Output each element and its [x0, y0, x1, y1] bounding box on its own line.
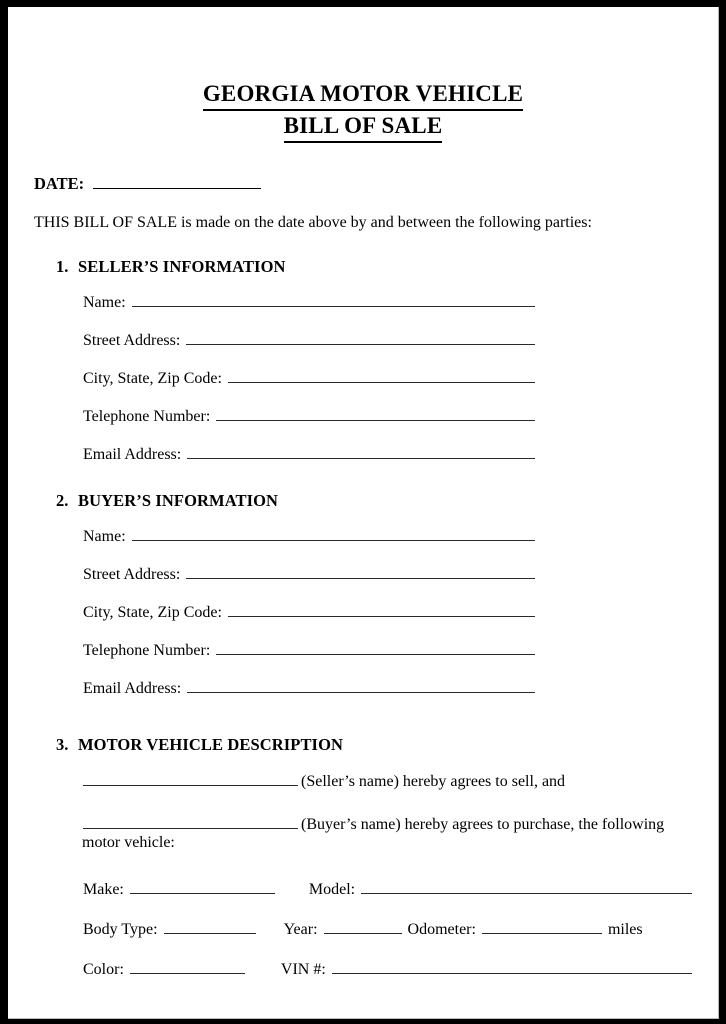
field-row: [83, 525, 535, 549]
date-label: DATE:: [34, 174, 85, 193]
vin-input-line[interactable]: [332, 959, 692, 974]
field-row: [83, 563, 535, 587]
document-page: [8, 7, 719, 1019]
buyer-telephone-input-line[interactable]: [216, 639, 535, 655]
title-line-1-text: GEORGIA MOTOR VEHICLE: [203, 79, 523, 111]
field-row: [83, 677, 535, 701]
body-type-label: Body Type:: [83, 921, 158, 938]
section-seller-information: [56, 257, 718, 467]
section-1-title: SELLER’S INFORMATION: [78, 257, 286, 276]
field-row: [83, 443, 535, 467]
section-1-number: 1.: [56, 257, 69, 276]
seller-city-state-zip-input-line[interactable]: [228, 367, 535, 383]
buyer-street-address-input-line[interactable]: [186, 563, 535, 579]
title-line-2: [8, 111, 718, 143]
seller-telephone-label: Telephone Number:: [83, 408, 211, 425]
seller-name-clause: [83, 771, 718, 792]
odometer-input-line[interactable]: [482, 919, 602, 934]
buyer-fields: [83, 525, 718, 701]
section-motor-vehicle-description: [56, 735, 718, 979]
buyer-name-clause-continuation: motor vehicle:: [82, 834, 175, 851]
vehicle-bodytype-year-odometer-row: [83, 919, 718, 939]
section-3-heading: [56, 735, 718, 755]
odometer-label: Odometer:: [407, 921, 476, 938]
vehicle-description-body: [83, 771, 718, 979]
seller-email-label: Email Address:: [83, 446, 182, 463]
buyer-telephone-label: Telephone Number:: [83, 642, 211, 659]
document-title: [8, 79, 718, 143]
section-1-heading: [56, 257, 718, 277]
buyer-street-address-label: Street Address:: [83, 566, 181, 583]
date-row: [34, 174, 718, 194]
seller-street-address-label: Street Address:: [83, 332, 181, 349]
title-line-2-text: BILL OF SALE: [284, 111, 443, 143]
date-input-line[interactable]: [93, 175, 261, 189]
buyer-city-state-zip-input-line[interactable]: [228, 601, 535, 617]
buyer-name-input-line[interactable]: [132, 525, 535, 541]
seller-telephone-input-line[interactable]: [216, 405, 535, 421]
section-3-title: MOTOR VEHICLE DESCRIPTION: [78, 735, 344, 754]
model-label: Model:: [308, 881, 356, 898]
odometer-unit-label: miles: [607, 921, 643, 938]
seller-name-blank-line[interactable]: [83, 771, 298, 786]
section-buyer-information: [56, 491, 718, 701]
field-row: [83, 367, 535, 391]
seller-name-clause-text: (Seller’s name) hereby agrees to sell, and: [301, 773, 566, 790]
year-input-line[interactable]: [324, 919, 402, 934]
body-type-input-line[interactable]: [164, 919, 256, 934]
seller-street-address-input-line[interactable]: [186, 329, 535, 345]
vin-label: VIN #:: [280, 961, 326, 978]
make-label: Make:: [83, 881, 124, 898]
field-row: [83, 601, 535, 625]
buyer-city-state-zip-label: City, State, Zip Code:: [83, 604, 222, 621]
color-input-line[interactable]: [130, 959, 245, 974]
buyer-name-label: Name:: [83, 528, 126, 545]
document-body: [8, 79, 718, 1019]
intro-paragraph: THIS BILL OF SALE is made on the date above by and between the following parties:: [34, 214, 592, 231]
make-input-line[interactable]: [130, 879, 275, 894]
vehicle-color-vin-row: [83, 959, 718, 979]
year-label: Year:: [283, 921, 318, 938]
field-row: [83, 291, 535, 315]
buyer-email-label: Email Address:: [83, 680, 182, 697]
seller-fields: [83, 291, 718, 467]
section-3-number: 3.: [56, 735, 69, 754]
color-label: Color:: [83, 961, 124, 978]
seller-city-state-zip-label: City, State, Zip Code:: [83, 370, 222, 387]
seller-name-label: Name:: [83, 294, 126, 311]
field-row: [83, 405, 535, 429]
title-line-1: [8, 79, 718, 111]
seller-email-input-line[interactable]: [187, 443, 535, 459]
buyer-name-blank-line[interactable]: [83, 814, 298, 829]
section-2-title: BUYER’S INFORMATION: [78, 491, 279, 510]
field-row: [83, 329, 535, 353]
field-row: [83, 639, 535, 663]
buyer-email-input-line[interactable]: [187, 677, 535, 693]
vehicle-make-model-row: [83, 879, 718, 899]
buyer-name-clause-text: (Buyer’s name) hereby agrees to purchase, the following: [301, 816, 665, 833]
model-input-line[interactable]: [361, 879, 692, 894]
seller-name-input-line[interactable]: [132, 291, 535, 307]
section-2-number: 2.: [56, 491, 69, 510]
section-2-heading: [56, 491, 718, 511]
buyer-name-clause-wrap: [83, 814, 718, 853]
